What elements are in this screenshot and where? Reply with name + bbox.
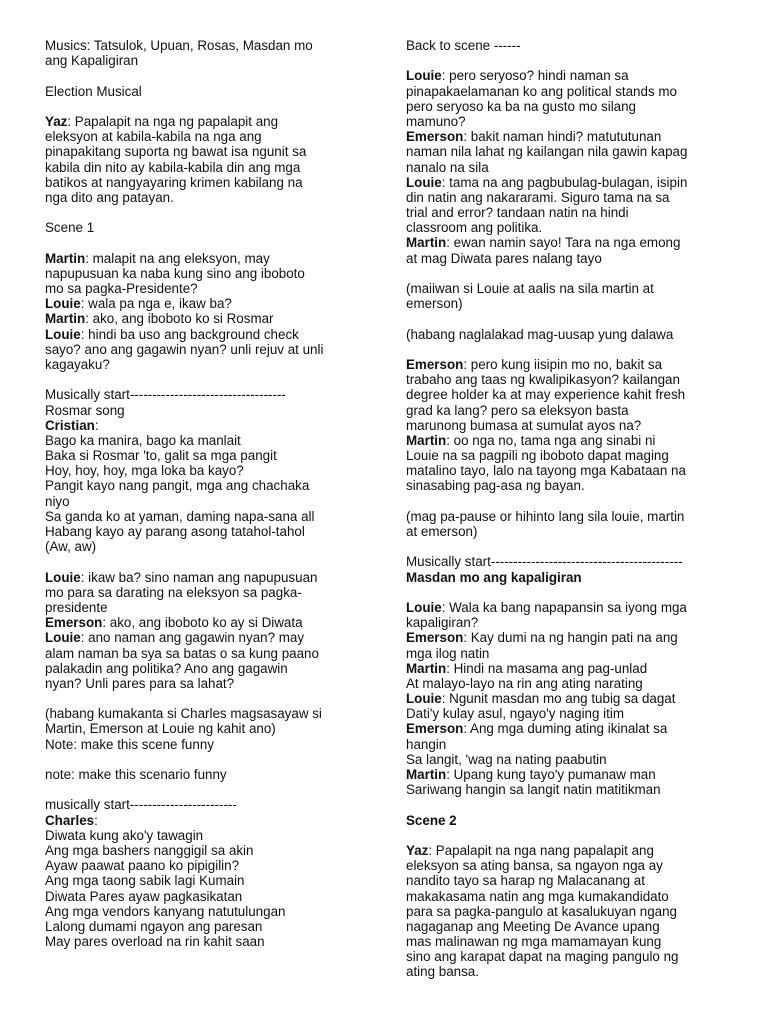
text-line <box>406 251 736 266</box>
right-column <box>406 38 736 980</box>
text-line <box>406 114 736 129</box>
line-text: palakadin ang politika? Ano ang gagawin <box>45 660 288 676</box>
speaker-name: Emerson <box>406 630 464 646</box>
line-text: nyan? Unli pares para sa lahat? <box>45 675 235 691</box>
speaker-name: Louie <box>45 326 81 342</box>
text-line <box>406 721 736 736</box>
speaker-name: Martin <box>406 432 447 448</box>
line-text: ang Kapaligiran <box>45 53 139 69</box>
text-line <box>406 372 736 387</box>
line-text: Pangit kayo nang pangit, mga ang chachaka <box>45 478 310 494</box>
text-line <box>406 949 736 964</box>
text-line <box>45 889 375 904</box>
speaker-name: Louie <box>45 630 81 646</box>
text-line <box>406 782 736 797</box>
text-line <box>406 843 736 858</box>
text-line <box>406 220 736 235</box>
line-text: pinapakaelamanan ko ang political stands mo <box>406 83 677 99</box>
text-line <box>406 706 736 721</box>
line-text: presidente <box>45 599 108 615</box>
text-line <box>45 813 375 828</box>
line-text: at emerson) <box>406 524 478 539</box>
line-text: Hoy, hoy, hoy, mga loka ba kayo? <box>45 463 244 479</box>
line-text: mas malinawan ng mga mamamayan kung <box>406 934 662 950</box>
line-text: Louie na sa pagpili ng iboboto dapat maging <box>406 448 669 464</box>
line-text: kapaligiran? <box>406 615 479 631</box>
text-line <box>45 357 375 372</box>
text-line <box>406 919 736 934</box>
speaker-name: Yaz <box>406 842 429 858</box>
text-line <box>406 463 736 478</box>
text-line <box>45 615 375 630</box>
text-line <box>45 433 375 448</box>
line-text: para sa pagka-pangulo at kasalukuyan ngang <box>406 903 677 919</box>
line-text: matalino tayo, lalo na tayong mga Kabataan na <box>406 463 686 479</box>
text-line <box>406 190 736 205</box>
speaker-name: Martin <box>45 250 86 266</box>
line-text: : Kay dumi na ng hangin pati na ang <box>463 630 678 646</box>
text-line <box>406 84 736 99</box>
blank-line <box>406 311 736 326</box>
line-text: Sa ganda ko at yaman, daming napa-sana all <box>45 508 315 524</box>
line-text: musically start------------------------ <box>45 797 237 813</box>
text-line <box>45 676 375 691</box>
blank-line <box>45 68 375 83</box>
text-line <box>406 615 736 630</box>
line-text: sino ang karapat dapat na maging pangulo ng <box>406 949 679 965</box>
text-line <box>406 38 736 53</box>
line-text: Baka si Rosmar 'to, galit sa mga pangit <box>45 448 277 464</box>
text-line <box>406 858 736 873</box>
line-text: Lalong dumami ngayon ang paresan <box>45 918 263 934</box>
text-line <box>45 873 375 888</box>
speaker-name: Louie <box>406 68 442 84</box>
text-line <box>406 524 736 539</box>
text-line <box>45 646 375 661</box>
text-line <box>406 281 736 296</box>
text-line <box>406 600 736 615</box>
line-text: Sa langit, 'wag na nating paabutin <box>406 751 607 767</box>
speaker-name: Martin <box>406 660 447 676</box>
line-text: Habang kayo ay parang asong tatahol-tahol <box>45 524 305 539</box>
text-line <box>406 296 736 311</box>
line-text: : ano naman ang gagawin nyan? may <box>80 630 305 646</box>
line-text: eleksyon at kabila-kabila na nga ang <box>45 129 262 145</box>
text-line <box>406 676 736 691</box>
text-line <box>406 691 736 706</box>
text-line <box>406 418 736 433</box>
text-line <box>406 433 736 448</box>
blank-line <box>45 554 375 569</box>
blank-line <box>406 494 736 509</box>
speaker-name: Louie <box>406 599 442 615</box>
text-line <box>406 448 736 463</box>
text-line <box>406 144 736 159</box>
line-text: : Ngunit masdan mo ang tubig sa dagat <box>441 691 676 707</box>
line-text: Bago ka manira, bago ka manlait <box>45 432 241 448</box>
line-text: Ang mga taong sabik lagi Kumain <box>45 873 245 889</box>
text-line <box>45 585 375 600</box>
line-text: : bakit naman hindi? matututunan <box>463 129 662 145</box>
text-line <box>45 904 375 919</box>
line-text: grad ka lang? pero sa eleksyon basta <box>406 402 629 418</box>
line-text: mamuno? <box>406 113 466 129</box>
text-line <box>45 281 375 296</box>
speaker-name: Emerson <box>406 129 464 145</box>
line-text: : wala pa nga e, ikaw ba? <box>80 296 232 312</box>
line-text: Sariwang hangin sa langit natin matitikman <box>406 782 661 798</box>
text-line <box>45 387 375 402</box>
text-line <box>406 661 736 676</box>
text-line <box>406 129 736 144</box>
line-text: : Upang kung tayo'y pumanaw man <box>446 767 656 782</box>
text-line <box>406 478 736 493</box>
line-text: (mag pa-pause or hihinto lang sila louie, martin <box>406 508 685 524</box>
text-line <box>45 843 375 858</box>
line-text: Back to scene ------ <box>406 38 521 53</box>
speaker-name: Emerson <box>45 615 103 631</box>
speaker-name: Martin <box>45 311 86 327</box>
text-line <box>45 327 375 342</box>
line-text: Ayaw paawat paano ko pipigilin? <box>45 858 240 874</box>
text-line <box>45 494 375 509</box>
text-line <box>45 190 375 205</box>
text-line <box>406 737 736 752</box>
blank-line <box>45 372 375 387</box>
text-line <box>406 99 736 114</box>
text-line <box>45 570 375 585</box>
text-line <box>45 311 375 326</box>
text-line <box>45 524 375 539</box>
text-line <box>406 889 736 904</box>
line-text: : malapit na ang eleksyon, may <box>85 250 270 266</box>
text-line <box>406 767 736 782</box>
text-line <box>45 418 375 433</box>
speaker-name: Louie <box>406 174 442 190</box>
text-line <box>406 68 736 83</box>
line-text: : ako, ang iboboto ko si Rosmar <box>85 311 274 327</box>
line-text: degree holder ka at may experience kahit fresh <box>406 387 686 403</box>
text-line <box>406 205 736 220</box>
line-text: Scene 1 <box>45 220 95 236</box>
text-line <box>45 858 375 873</box>
speaker-name: Emerson <box>406 356 464 372</box>
line-text: : <box>94 812 98 828</box>
text-line <box>406 160 736 175</box>
line-text: sinasabing pag-asa ng bayan. <box>406 478 585 494</box>
text-line <box>45 661 375 676</box>
text-line <box>406 630 736 645</box>
blank-line <box>45 782 375 797</box>
text-line <box>45 509 375 524</box>
line-text: (habang kumakanta si Charles magsasayaw si <box>45 706 322 722</box>
blank-line <box>406 828 736 843</box>
text-line <box>406 813 736 828</box>
line-text: pero seryoso ka ba na gusto mo silang <box>406 98 637 114</box>
text-line <box>406 403 736 418</box>
speaker-name: Louie <box>406 691 442 707</box>
text-line <box>45 266 375 281</box>
blank-line <box>406 585 736 600</box>
line-text: batikos at nangyayaring krimen kabilang na <box>45 174 303 190</box>
blank-line <box>406 342 736 357</box>
text-line <box>45 160 375 175</box>
line-text: (maiiwan si Louie at aalis na sila martin at <box>406 281 654 296</box>
speaker-name: Louie <box>45 296 81 312</box>
text-line <box>406 327 736 342</box>
text-line <box>45 220 375 235</box>
speaker-name: Martin <box>406 767 447 782</box>
line-text: at mag Diwata pares nalang tayo <box>406 250 602 266</box>
line-text: trabaho ang taas ng kwalipikasyon? kailangan <box>406 372 680 388</box>
section-heading: Masdan mo ang kapaligiran <box>406 569 582 585</box>
line-text: Martin, Emerson at Louie ng kahit ano) <box>45 721 276 737</box>
blank-line <box>45 99 375 114</box>
line-text: : Wala ka bang napapansin sa iyong mga <box>441 599 687 615</box>
line-text: : Ang mga duming ating ikinalat sa <box>463 721 668 737</box>
blank-line <box>406 53 736 68</box>
text-line <box>406 570 736 585</box>
line-text: makakasama natin ang mga kumakandidato <box>406 888 669 904</box>
blank-line <box>406 266 736 281</box>
line-text: : ako, ang iboboto ko ay si Diwata <box>102 615 303 631</box>
speaker-name: Louie <box>45 569 81 585</box>
text-line <box>406 554 736 569</box>
line-text: kabila din nito ay kabila-kabila din ang mga <box>45 159 301 175</box>
line-text: trial and error? tandaan natin na hindi <box>406 205 629 221</box>
line-text: nanalo na sila <box>406 159 489 175</box>
line-text: : Papalapit na nga nang papalapit ang <box>428 842 654 858</box>
line-text: niyo <box>45 493 70 509</box>
text-line <box>45 296 375 311</box>
text-line <box>45 114 375 129</box>
text-line <box>45 342 375 357</box>
text-line <box>45 463 375 478</box>
text-line <box>406 387 736 402</box>
text-line <box>406 873 736 888</box>
line-text: nandito tayo sa harap ng Malacanang at <box>406 873 645 889</box>
text-line <box>45 600 375 615</box>
line-text: (habang naglalakad mag-uusap yung dalawa <box>406 326 674 342</box>
blank-line <box>45 235 375 250</box>
speaker-name: Cristian <box>45 417 95 433</box>
speaker-name: Yaz <box>45 113 68 129</box>
speaker-name: Emerson <box>406 721 464 737</box>
line-text: Election Musical <box>45 83 142 99</box>
text-line <box>45 448 375 463</box>
line-text: mga ilog natin <box>406 645 490 661</box>
line-text: (Aw, aw) <box>45 539 97 555</box>
line-text: din natin ang nakararami. Siguro tama na sa <box>406 189 670 205</box>
line-text: classroom ang politika. <box>406 220 543 236</box>
text-line <box>45 251 375 266</box>
text-line <box>45 38 375 53</box>
line-text: sayo? ano ang gagawin nyan? unli rejuv at unli <box>45 341 324 357</box>
text-line <box>45 84 375 99</box>
text-line <box>45 767 375 782</box>
line-text: : Hindi na masama ang pag-unlad <box>446 660 648 676</box>
line-text: note: make this scenario funny <box>45 767 227 782</box>
line-text: Ang mga vendors kanyang natutulungan <box>45 903 286 919</box>
text-line <box>406 235 736 250</box>
text-line <box>406 934 736 949</box>
text-line <box>45 797 375 812</box>
line-text: Diwata kung ako'y tawagin <box>45 827 204 843</box>
blank-line <box>406 797 736 812</box>
speaker-name: Martin <box>406 235 447 251</box>
line-text: hangin <box>406 736 447 752</box>
text-line <box>45 144 375 159</box>
line-text: mo para sa darating na eleksyon sa pagka- <box>45 584 302 600</box>
text-line <box>45 175 375 190</box>
line-text: kagayaku? <box>45 356 110 372</box>
line-text: napupusuan ka naba kung sino ang iboboto <box>45 265 305 281</box>
text-line <box>45 403 375 418</box>
line-text: : pero kung iisipin mo no, bakit sa <box>463 356 663 372</box>
text-line <box>45 737 375 752</box>
line-text: nagaganap ang Meeting De Avance upang <box>406 918 660 934</box>
text-line <box>45 630 375 645</box>
blank-line <box>45 752 375 767</box>
text-line <box>45 129 375 144</box>
line-text: nga dito ang patayan. <box>45 189 174 205</box>
line-text: Musically start------------------------------------------- <box>406 554 683 570</box>
text-line <box>45 721 375 736</box>
line-text: : tama na ang pagbubulag-bulagan, isipin <box>441 174 688 190</box>
line-text: Musically start----------------------------------- <box>45 387 286 403</box>
blank-line <box>406 539 736 554</box>
speaker-name: Charles <box>45 812 95 828</box>
line-text: : hindi ba uso ang background check <box>80 326 299 342</box>
line-text: : oo nga no, tama nga ang sinabi ni <box>446 432 656 448</box>
blank-line <box>45 691 375 706</box>
line-text: Note: make this scene funny <box>45 736 214 752</box>
line-text: Ang mga bashers nanggigil sa akin <box>45 842 254 858</box>
line-text: May pares overload na rin kahit saan <box>45 934 265 950</box>
text-line <box>406 357 736 372</box>
section-heading: Scene 2 <box>406 812 457 828</box>
line-text: : ikaw ba? sino naman ang napupusuan <box>80 569 318 585</box>
text-line <box>406 904 736 919</box>
line-text: eleksyon sa ating bansa, sa ngayon nga ay <box>406 858 663 874</box>
text-line <box>45 53 375 68</box>
text-line <box>45 919 375 934</box>
line-text: Diwata Pares ayaw pagkasikatan <box>45 888 243 904</box>
text-line <box>406 175 736 190</box>
line-text: pinapakitang suporta ng bawat isa ngunit sa <box>45 144 307 160</box>
line-text: ating bansa. <box>406 964 479 980</box>
text-line <box>45 706 375 721</box>
line-text: : pero seryoso? hindi naman sa <box>441 68 629 84</box>
line-text: Rosmar song <box>45 402 125 418</box>
line-text: Dati'y kulay asul, ngayo'y naging itim <box>406 706 624 722</box>
line-text: marunong bumasa at sumulat ayos na? <box>406 417 642 433</box>
line-text: alam naman ba sya sa batas o sa kung paano <box>45 645 319 661</box>
line-text: naman nila lahat ng kailangan nila gawin kapag <box>406 144 688 160</box>
text-line <box>45 478 375 493</box>
left-column <box>45 38 375 949</box>
text-line <box>45 539 375 554</box>
line-text: Musics: Tatsulok, Upuan, Rosas, Masdan mo <box>45 38 313 53</box>
text-line <box>406 752 736 767</box>
line-text: At malayo-layo na rin ang ating narating <box>406 675 643 691</box>
text-line <box>406 964 736 979</box>
line-text: mo sa pagka-Presidente? <box>45 281 198 296</box>
line-text: : ewan namin sayo! Tara na nga emong <box>446 235 681 251</box>
line-text: emerson) <box>406 296 463 312</box>
blank-line <box>45 205 375 220</box>
text-line <box>406 509 736 524</box>
line-text: : <box>94 417 99 433</box>
line-text: : Papalapit na nga ng papalapit ang <box>67 113 279 129</box>
text-line <box>406 646 736 661</box>
text-line <box>45 934 375 949</box>
text-line <box>45 828 375 843</box>
